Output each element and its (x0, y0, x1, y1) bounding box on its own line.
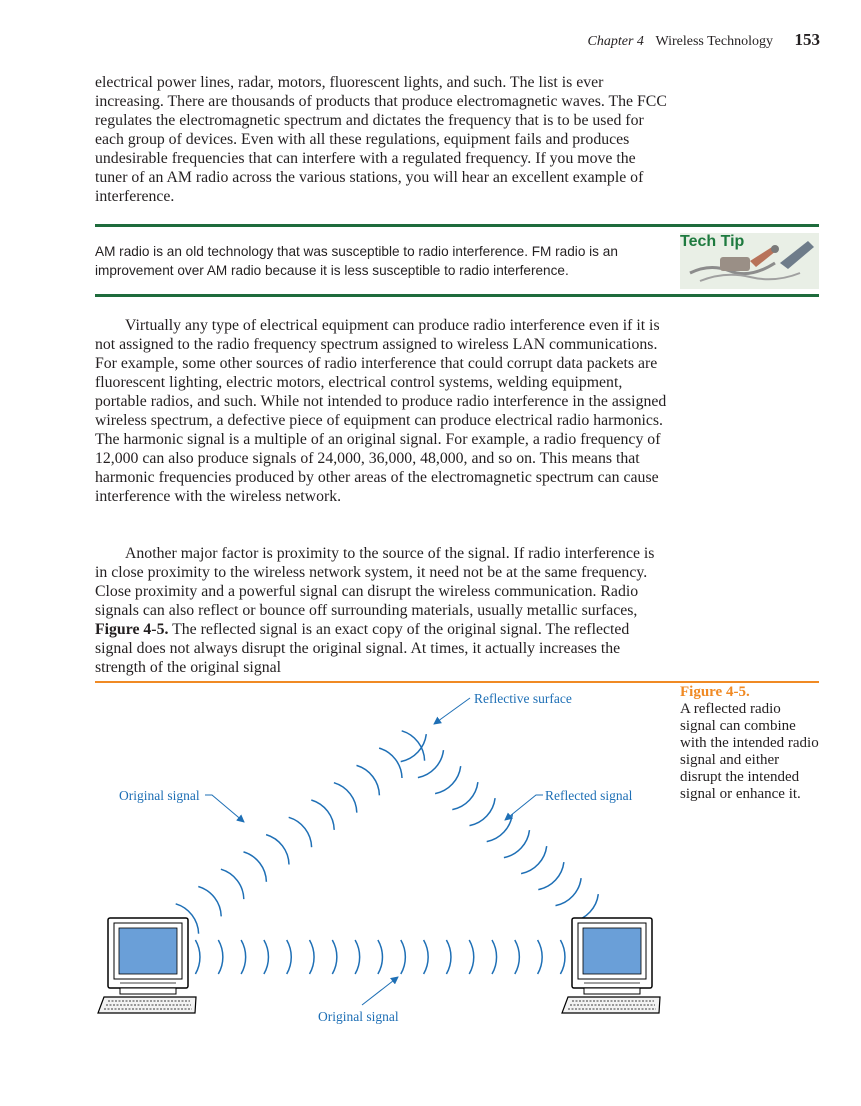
wave-arc (195, 940, 200, 974)
wave-arc (446, 940, 451, 974)
wave-arc (521, 846, 547, 874)
wave-arc (538, 940, 543, 974)
wave-arc (311, 800, 334, 830)
signal-reflection-diagram (0, 683, 680, 1043)
original-signal-waves-lower (195, 940, 565, 974)
wave-arc (241, 940, 246, 974)
label-original-signal-upper: Original signal (119, 788, 200, 803)
wave-arc (504, 830, 530, 858)
wave-arc (418, 750, 444, 778)
figure-caption (680, 684, 820, 803)
paragraph-proximity-text-a: Another major factor is proximity to the source of the signal. If radio interference is in close proximity to the wireless network system, it need not be at the same frequency. Close proximity and a powerful signal can disrupt the wireless communication. Radio signals can also reflect or bounce off surrounding materials, usually metallic surfaces, (95, 545, 655, 619)
figure-number: Figure 4-5. (680, 684, 750, 700)
wave-arc (492, 940, 497, 974)
wave-arc (332, 940, 337, 974)
wave-arc (379, 748, 402, 778)
original-signal-waves-upper (176, 731, 425, 934)
tech-tip-text: AM radio is an old technology that was susceptible to radio interference. FM radio is an improvement over AM radio because it is less susceptible to radio interference. (95, 244, 618, 278)
wave-arc (355, 940, 360, 974)
computer-right-icon (562, 918, 660, 1013)
running-header (588, 30, 820, 50)
wave-arc (452, 782, 478, 810)
wave-arc (357, 765, 380, 795)
wave-arc (244, 852, 267, 882)
figure-caption-text: A reflected radio signal can combine with the intended radio signal and either disrupt the intended signal or enhance it. (680, 701, 819, 802)
wave-arc (198, 887, 221, 917)
wave-arc (401, 940, 406, 974)
paragraph-proximity-text-b: The reflected signal is an exact copy of the original signal. The reflected signal does not always disrupt the original signal. At times, it actually increases the strength of the original signal (95, 621, 630, 676)
wave-arc (469, 940, 474, 974)
tech-tip-label: Tech Tip (680, 233, 745, 250)
reflected-signal-waves (401, 734, 599, 922)
wave-arc (266, 835, 289, 865)
label-reflective-surface: Reflective surface (474, 691, 572, 706)
paragraph-interference: Virtually any type of electrical equipment can produce radio interference even if it is not assigned to the radio frequency spectrum assigned to wireless LAN communications. For example, some other sources of radio interference that could corrupt data packets are fluorescent lighting, electric motors, electrical control systems, welding equipment, portable radios, and such. While not intended to produce radio interference in the assigned wireless spectrum, a defective piece of equipment can produce electrical radio harmonics. The harmonic signal is a multiple of an original signal. For example, a radio frequency of 12,000 can also produce signals of 24,000, 36,000, 48,000, and so on. This means that harmonic frequencies produced by other areas of the electromagnetic spectrum can cause interference with the wireless network. (95, 317, 667, 505)
paragraph-proximity (95, 544, 670, 677)
wave-arc (487, 814, 513, 842)
wave-arc (289, 817, 312, 847)
wave-arc (221, 869, 244, 899)
chapter-title: Wireless Technology (655, 34, 773, 49)
wave-arc (556, 878, 582, 906)
wave-arc (424, 940, 429, 974)
wave-arc (264, 940, 269, 974)
wave-arc (401, 734, 427, 762)
wave-arc (538, 862, 564, 890)
label-reflected-signal: Reflected signal (545, 788, 633, 803)
paragraph-intro: electrical power lines, radar, motors, fluorescent lights, and such. The list is ever increasing. There are thousands of products that produce electromagnetic waves. The FCC regulates the electromagnetic spectrum and dictates the frequency that is to be used for each group of devices. Even with all these regulations, equipment fails and produces undesirable frequencies that can interfere with a regulated frequency. If you move the tuner of an AM radio across the various stations, you will hear an excellent example of interference. (95, 74, 667, 205)
wave-arc (560, 940, 565, 974)
wave-arc (515, 940, 520, 974)
page-number: 153 (794, 30, 820, 49)
wave-arc (470, 798, 496, 826)
computer-left-icon (98, 918, 196, 1013)
wave-arc (334, 783, 357, 813)
wave-arc (310, 940, 315, 974)
tech-tip-box (95, 224, 819, 297)
wave-arc (435, 766, 461, 794)
figure-reference: Figure 4-5. (95, 621, 169, 638)
chapter-label: Chapter 4 (587, 34, 644, 49)
wave-arc (218, 940, 223, 974)
label-original-signal-lower: Original signal (318, 1009, 399, 1024)
wave-arc (378, 940, 383, 974)
wave-arc (287, 940, 292, 974)
